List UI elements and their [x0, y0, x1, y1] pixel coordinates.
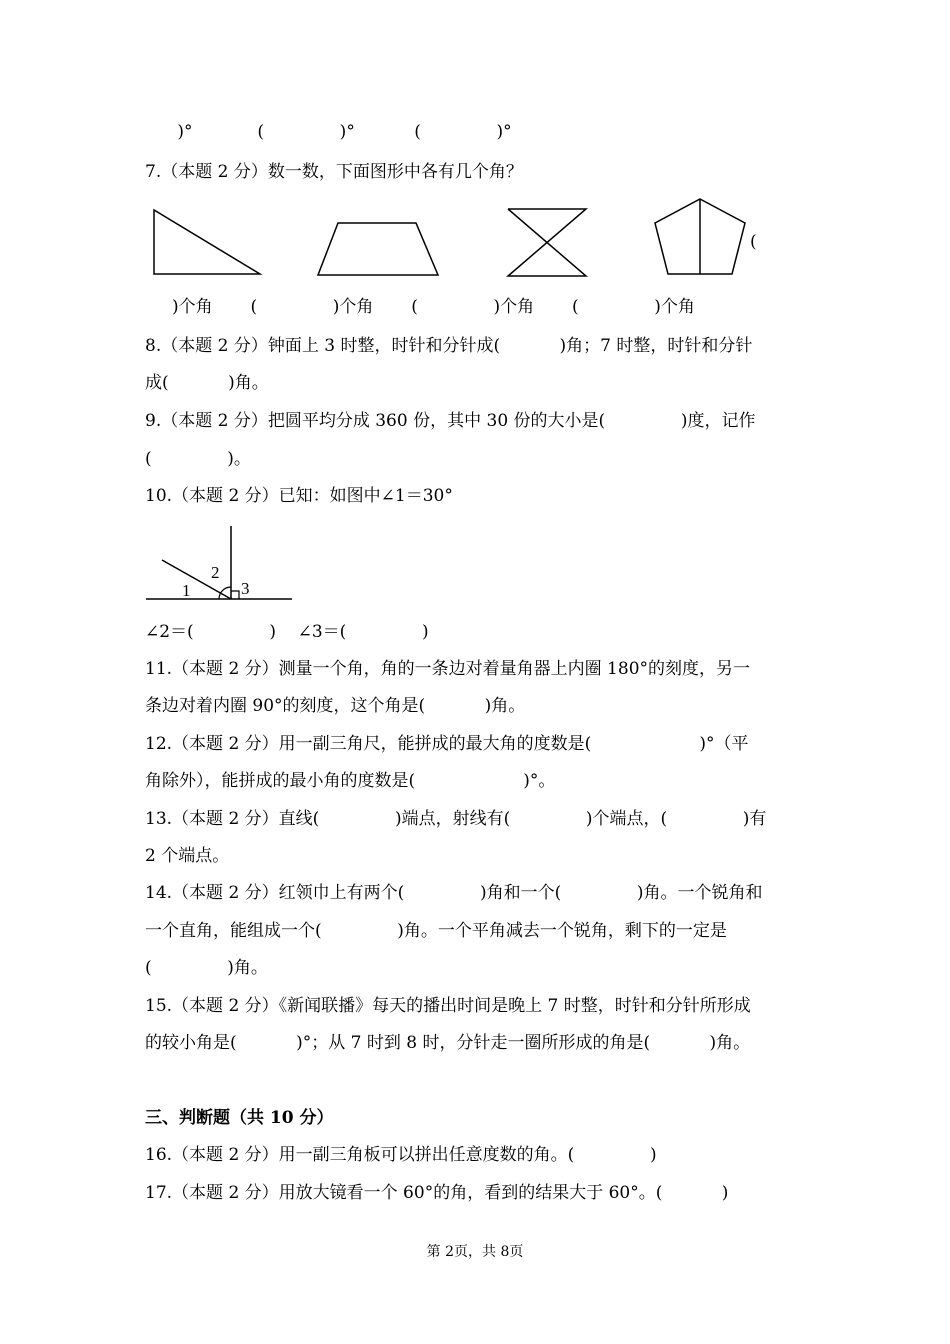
section-3-heading: 三、判断题（共 10 分）	[145, 1108, 334, 1128]
q11-line2: 条边对着内圈 90°的刻度，这个角是( )角。	[145, 696, 526, 716]
q7-answers: )个角 ( )个角 ( )个角 ( )个角	[145, 297, 695, 317]
angle-label-2: 2	[211, 563, 220, 582]
q11-line1: 11.（本题 2 分）测量一个角，角的一条边对着量角器上内圈 180°的刻度，另一	[145, 659, 751, 679]
q14-line2: 一个直角，能组成一个( )角。一个平角减去一个锐角，剩下的一定是	[145, 921, 727, 941]
q7-figure-paren: (	[750, 232, 757, 252]
right-triangle-figure	[148, 204, 266, 280]
page-footer: 第 2页，共 8页	[426, 1244, 524, 1260]
q9-line2: ( )。	[145, 449, 251, 469]
q12-line2: 角除外），能拼成的最小角的度数是( )°。	[145, 771, 556, 791]
q10-title: 10.（本题 2 分）已知：如图中∠1＝30°	[145, 486, 453, 506]
q15-line1: 15.（本题 2 分）《新闻联播》每天的播出时间是晚上 7 时整，时针和分针所形成	[145, 996, 751, 1016]
q13-line1: 13.（本题 2 分）直线( )端点，射线有( )个端点，( )有	[145, 809, 767, 829]
q9-line1: 9.（本题 2 分）把圆平均分成 360 份，其中 30 份的大小是( )度，记作	[145, 411, 756, 431]
angle-label-1: 1	[182, 581, 191, 600]
angle-figure	[142, 522, 296, 604]
hourglass-figure	[504, 205, 590, 281]
angle-label-3: 3	[241, 579, 250, 598]
q8-line2: 成( )角。	[145, 373, 269, 393]
q16: 16.（本题 2 分）用一副三角板可以拼出任意度数的角。( )	[145, 1145, 657, 1165]
q10-answers: ∠2＝( ) ∠3＝( )	[145, 622, 429, 642]
trapezoid-figure	[312, 219, 444, 279]
q8-line1: 8.（本题 2 分）钟面上 3 时整，时针和分针成( )角；7 时整，时针和分针	[145, 336, 753, 356]
pentagon-figure	[650, 195, 750, 280]
q12-line1: 12.（本题 2 分）用一副三角尺，能拼成的最大角的度数是( )°（平	[145, 734, 749, 754]
q15-line2: 的较小角是( )°；从 7 时到 8 时，分针走一圈所形成的角是( )角。	[145, 1033, 751, 1053]
q7-title: 7.（本题 2 分）数一数，下面图形中各有几个角？	[145, 162, 523, 182]
q17: 17.（本题 2 分）用放大镜看一个 60°的角，看到的结果大于 60°。( )	[145, 1183, 729, 1203]
q13-line2: 2 个端点。	[145, 846, 230, 866]
q14-line3: ( )角。	[145, 958, 268, 978]
q14-line1: 14.（本题 2 分）红领巾上有两个( )角和一个( )角。一个锐角和	[145, 883, 763, 903]
q6-answer-tail: )° ( )° ( )°	[145, 122, 512, 142]
